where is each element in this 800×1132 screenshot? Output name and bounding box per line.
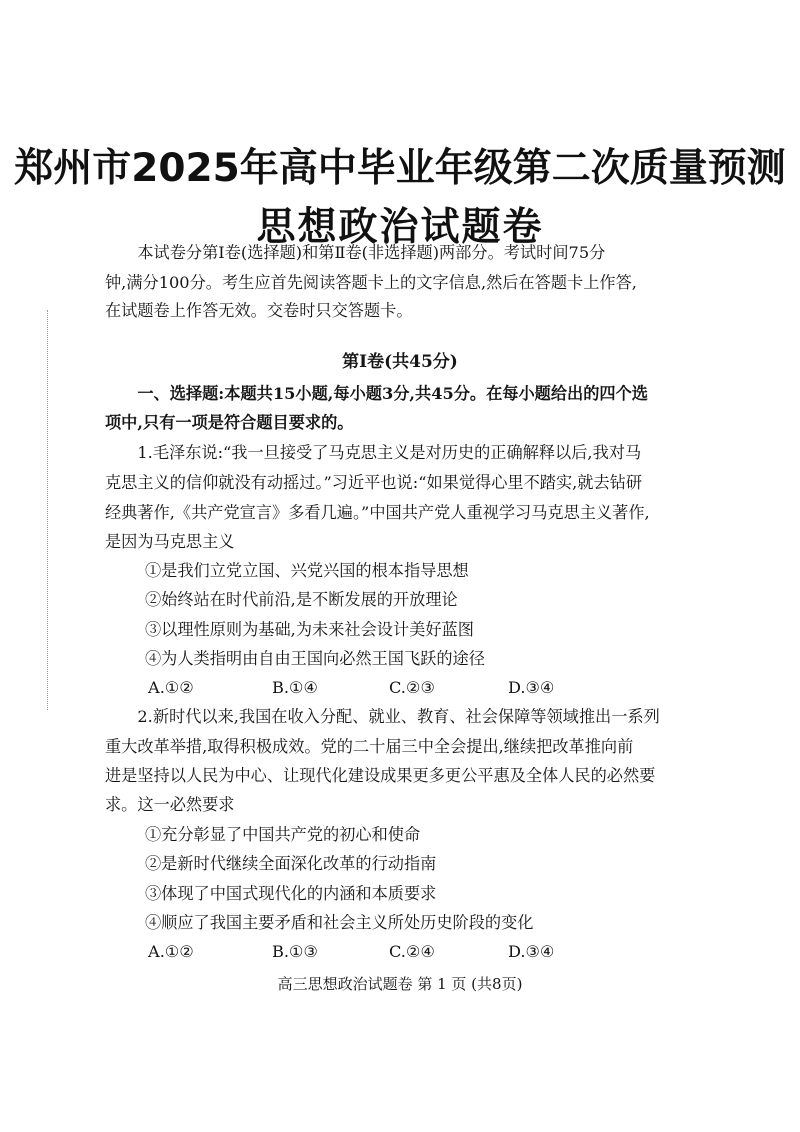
question-1-stem: 克思主义的信仰就没有动摇过。”习近平也说:“如果觉得心里不踏实,就去钻研 (105, 473, 643, 492)
question-1-choice-d: D.③④ (508, 678, 555, 697)
question-1-stem: 是因为马克思主义 (105, 532, 235, 551)
question-2-choice-a: A.①② (148, 942, 194, 961)
question-1-item: ①是我们立党立国、兴党兴国的根本指导思想 (145, 561, 469, 580)
page-footer: 高三思想政治试题卷 第 1 页 (共8页) (277, 975, 523, 993)
question-2-stem: 重大改革举措,取得积极成效。党的二十届三中全会提出,继续把改革推向前 (105, 737, 634, 756)
question-1-choice-b: B.①④ (272, 678, 319, 697)
question-2-stem: 2.新时代以来,我国在收入分配、就业、教育、社会保障等领域推出一系列 (105, 707, 660, 726)
exam-title: 郑州市2025年高中毕业年级第二次质量预测 (14, 146, 786, 191)
exam-subject-title: 思想政治试题卷 (256, 205, 544, 250)
question-2-item: ④顺应了我国主要矛盾和社会主义所处历史阶段的变化 (145, 913, 534, 932)
question-1-item: ④为人类指明由自由王国向必然王国飞跃的途径 (145, 649, 485, 668)
question-2-item: ③体现了中国式现代化的内涵和本质要求 (145, 884, 437, 903)
question-1-stem: 1.毛泽东说:“我一旦接受了马克思主义是对历史的正确解释以后,我对马 (105, 443, 642, 462)
question-1-choice-c: C.②③ (389, 678, 435, 697)
section-intro-line: 一、选择题:本题共15小题,每小题3分,共45分。在每小题给出的四个选 (105, 384, 648, 403)
instructions-line: 本试卷分第Ⅰ卷(选择题)和第Ⅱ卷(非选择题)两部分。考试时间75分 (105, 243, 606, 262)
question-2-choice-b: B.①③ (272, 942, 319, 961)
question-1-choice-a: A.①② (148, 678, 194, 697)
question-2-choice-c: C.②④ (389, 942, 435, 961)
section-title: 第Ⅰ卷(共45分) (342, 352, 458, 372)
question-1-item: ③以理性原则为基础,为未来社会设计美好蓝图 (145, 620, 474, 639)
question-2-item: ①充分彰显了中国共产党的初心和使命 (145, 825, 421, 844)
question-2-stem: 进是坚持以人民为中心、让现代化建设成果更多更公平惠及全体人民的必然要 (105, 766, 656, 785)
question-2-stem: 求。这一必然要求 (105, 795, 235, 814)
question-2-choice-d: D.③④ (508, 942, 555, 961)
question-1-item: ②始终站在时代前沿,是不断发展的开放理论 (145, 590, 458, 609)
question-2-item: ②是新时代继续全面深化改革的行动指南 (145, 854, 437, 873)
instructions-line: 钟,满分100分。考生应首先阅读答题卡上的文字信息,然后在答题卡上作答, (105, 273, 637, 292)
question-1-stem: 经典著作,《共产党宣言》多看几遍。”中国共产党人重视学习马克思主义著作, (105, 503, 650, 522)
section-intro-line: 项中,只有一项是符合题目要求的。 (105, 413, 354, 432)
instructions-line: 在试题卷上作答无效。交卷时只交答题卡。 (105, 301, 413, 320)
